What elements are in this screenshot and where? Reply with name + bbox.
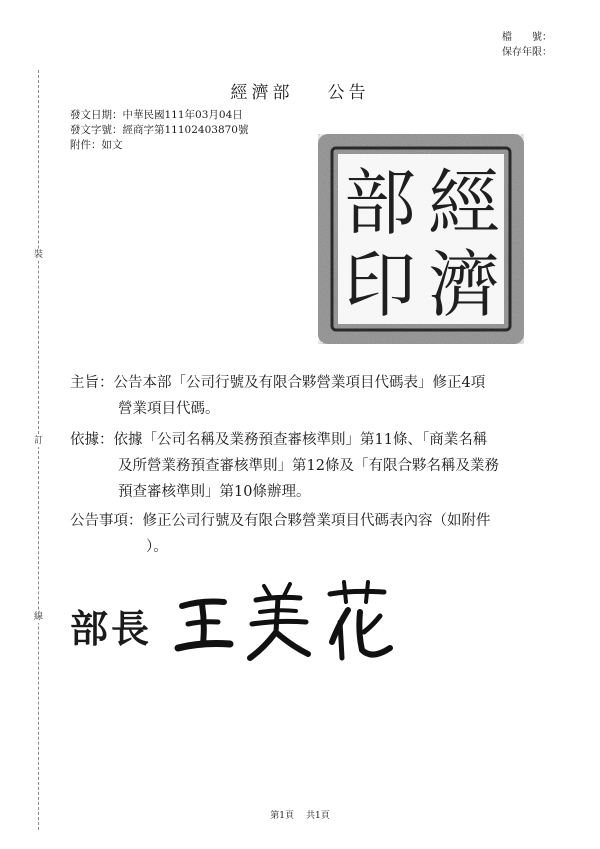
binding-mark-top: 裝 bbox=[33, 250, 43, 260]
binding-line bbox=[38, 70, 39, 830]
basis-line-2: 及所營業務預查審核準則」第12條及「有限合夥名稱及業務 bbox=[118, 458, 499, 474]
seal-char-2: 濟 bbox=[427, 243, 501, 327]
page-footer bbox=[0, 808, 600, 821]
official-seal bbox=[312, 128, 530, 350]
basis-line-1: 依據「公司名稱及業務預查審核準則」第11條、「商業名稱 bbox=[113, 432, 488, 448]
seal-char-3: 部 bbox=[343, 161, 417, 245]
subject-line-2: 營業項目代碼。 bbox=[118, 401, 220, 417]
subject-section bbox=[70, 370, 570, 422]
minister-title: 部長 bbox=[70, 607, 153, 651]
document-title bbox=[0, 78, 600, 103]
binding-mark-mid: 訂 bbox=[33, 436, 43, 446]
basis-line-3: 預查審核準則」第10條辦理。 bbox=[118, 484, 311, 500]
notice-line-2: ）。 bbox=[146, 539, 168, 555]
notice-section bbox=[70, 508, 570, 560]
handwritten-signature bbox=[172, 576, 402, 666]
binding-mark-bottom: 線 bbox=[33, 612, 43, 622]
subject-label: 主旨： bbox=[70, 375, 114, 391]
subject-line-1: 公告本部「公司行號及有限合夥營業項目代碼表」修正4項 bbox=[113, 375, 486, 391]
reference-number: 發文字號：經商字第11102403870號 bbox=[70, 124, 249, 136]
archive-number-label: 檔 號： bbox=[502, 32, 552, 43]
retention-label: 保存年限： bbox=[502, 47, 552, 58]
issuer-name: 經濟部 bbox=[230, 83, 294, 103]
seal-char-4: 印 bbox=[343, 243, 417, 327]
issue-date: 發文日期：中華民國111年03月04日 bbox=[70, 109, 243, 121]
issue-info bbox=[70, 108, 248, 153]
basis-label: 依據： bbox=[70, 432, 114, 448]
seal-char-1: 經 bbox=[427, 161, 501, 245]
document-type: 公告 bbox=[327, 83, 370, 103]
notice-label: 公告事項： bbox=[70, 513, 143, 529]
archive-meta bbox=[502, 30, 552, 60]
notice-line-1: 修正公司行號及有限合夥營業項目代碼表內容（如附件 bbox=[142, 513, 491, 529]
attachment-note: 附件：如文 bbox=[70, 139, 123, 151]
page-total: 共1頁 bbox=[306, 811, 330, 821]
basis-section bbox=[70, 427, 570, 505]
page-current: 第1頁 bbox=[270, 811, 294, 821]
